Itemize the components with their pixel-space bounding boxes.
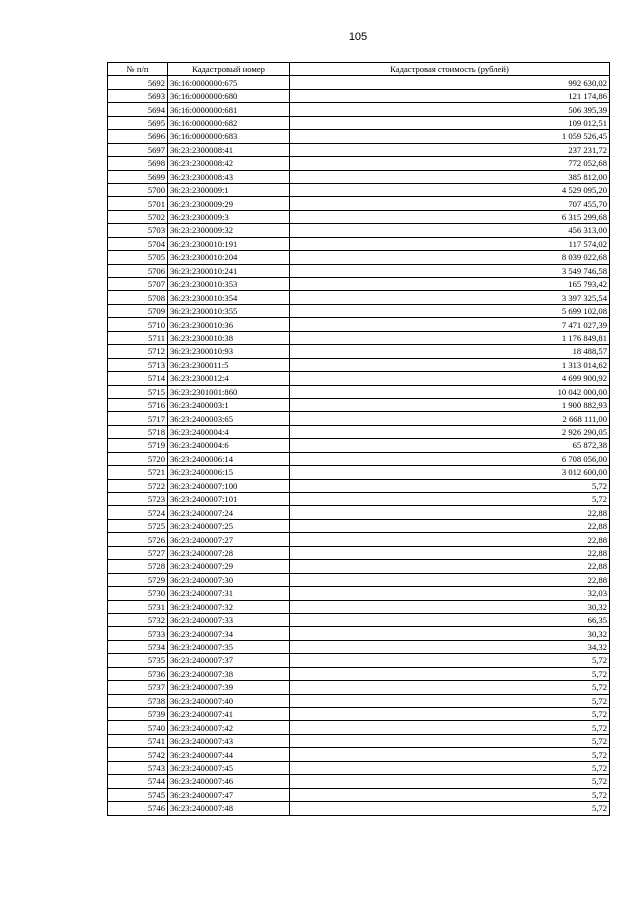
- cadastral-value-cell: 117 574,02: [290, 237, 610, 250]
- header-row-number: № п/п: [108, 63, 168, 76]
- cadastral-number-cell: 36:23:2400007:29: [168, 560, 290, 573]
- table-row: [108, 291, 610, 304]
- row-number-cell: 5704: [108, 237, 168, 250]
- table-row: [108, 640, 610, 653]
- cadastral-value-cell: 237 231,72: [290, 143, 610, 156]
- table-row: [108, 546, 610, 559]
- cadastral-number-cell: 36:16:0000000:682: [168, 116, 290, 129]
- table-row: [108, 385, 610, 398]
- cadastral-number-cell: 36:23:2300012:4: [168, 372, 290, 385]
- cadastral-number-cell: 36:23:2300008:42: [168, 157, 290, 170]
- row-number-cell: 5701: [108, 197, 168, 210]
- cadastral-value-cell: 22,88: [290, 506, 610, 519]
- cadastral-number-cell: 36:23:2400007:33: [168, 613, 290, 626]
- cadastral-value-cell: 4 699 900,92: [290, 372, 610, 385]
- row-number-cell: 5746: [108, 802, 168, 815]
- cadastral-value-cell: 5,72: [290, 694, 610, 707]
- cadastral-value-cell: 1 059 526,45: [290, 130, 610, 143]
- table-row: [108, 183, 610, 196]
- cadastral-number-cell: 36:23:2400007:25: [168, 519, 290, 532]
- row-number-cell: 5743: [108, 761, 168, 774]
- cadastral-value-cell: 5,72: [290, 479, 610, 492]
- cadastral-value-cell: 165 793,42: [290, 278, 610, 291]
- row-number-cell: 5737: [108, 681, 168, 694]
- cadastral-value-cell: 6 315 299,68: [290, 210, 610, 223]
- cadastral-number-cell: 36:23:2400007:32: [168, 600, 290, 613]
- cadastral-value-cell: 66,35: [290, 613, 610, 626]
- cadastral-number-cell: 36:23:2300009:29: [168, 197, 290, 210]
- cadastral-number-cell: 36:23:2300010:204: [168, 251, 290, 264]
- cadastral-value-cell: 5 699 102,08: [290, 304, 610, 317]
- cadastral-number-cell: 36:23:2400007:28: [168, 546, 290, 559]
- row-number-cell: 5693: [108, 89, 168, 102]
- table-row: [108, 372, 610, 385]
- cadastral-number-cell: 36:23:2300009:1: [168, 183, 290, 196]
- table-row: [108, 224, 610, 237]
- table-row: [108, 654, 610, 667]
- cadastral-value-cell: 1 900 882,93: [290, 398, 610, 411]
- row-number-cell: 5728: [108, 560, 168, 573]
- cadastral-value-cell: 18 488,57: [290, 345, 610, 358]
- table-row: [108, 130, 610, 143]
- table-row: [108, 197, 610, 210]
- cadastral-value-cell: 2 668 111,00: [290, 412, 610, 425]
- cadastral-value-cell: 5,72: [290, 748, 610, 761]
- row-number-cell: 5709: [108, 304, 168, 317]
- row-number-cell: 5732: [108, 613, 168, 626]
- table-row: [108, 600, 610, 613]
- cadastral-value-cell: 1 176 849,81: [290, 331, 610, 344]
- row-number-cell: 5716: [108, 398, 168, 411]
- cadastral-value-cell: 3 549 746,58: [290, 264, 610, 277]
- cadastral-number-cell: 36:23:2400007:100: [168, 479, 290, 492]
- table-row: [108, 519, 610, 532]
- row-number-cell: 5734: [108, 640, 168, 653]
- cadastral-number-cell: 36:23:2300010:191: [168, 237, 290, 250]
- row-number-cell: 5735: [108, 654, 168, 667]
- cadastral-number-cell: 36:23:2400007:46: [168, 775, 290, 788]
- row-number-cell: 5719: [108, 439, 168, 452]
- cadastral-value-cell: 6 708 056,00: [290, 452, 610, 465]
- table-row: [108, 304, 610, 317]
- cadastral-number-cell: 36:23:2400004:6: [168, 439, 290, 452]
- cadastral-value-cell: 22,88: [290, 519, 610, 532]
- cadastral-number-cell: 36:23:2400007:34: [168, 627, 290, 640]
- table-row: [108, 439, 610, 452]
- cadastral-value-cell: 506 395,39: [290, 103, 610, 116]
- table-row: [108, 170, 610, 183]
- cadastral-number-cell: 36:23:2400006:15: [168, 466, 290, 479]
- cadastral-value-cell: 772 052,68: [290, 157, 610, 170]
- cadastral-value-cell: 5,72: [290, 761, 610, 774]
- table-header: [108, 63, 610, 76]
- cadastral-value-cell: 2 926 290,05: [290, 425, 610, 438]
- row-number-cell: 5736: [108, 667, 168, 680]
- cadastral-value-cell: 1 313 014,62: [290, 358, 610, 371]
- row-number-cell: 5731: [108, 600, 168, 613]
- table-row: [108, 425, 610, 438]
- cadastral-number-cell: 36:23:2300010:38: [168, 331, 290, 344]
- cadastral-value-cell: 30,32: [290, 627, 610, 640]
- table-row: [108, 210, 610, 223]
- table-row: [108, 398, 610, 411]
- cadastral-number-cell: 36:16:0000000:683: [168, 130, 290, 143]
- row-number-cell: 5711: [108, 331, 168, 344]
- row-number-cell: 5694: [108, 103, 168, 116]
- cadastral-value-cell: 3 397 325,54: [290, 291, 610, 304]
- cadastral-number-cell: 36:23:2400007:39: [168, 681, 290, 694]
- cadastral-value-cell: 5,72: [290, 708, 610, 721]
- table-row: [108, 358, 610, 371]
- table-row: [108, 533, 610, 546]
- table-row: [108, 345, 610, 358]
- table-row: [108, 479, 610, 492]
- table-row: [108, 573, 610, 586]
- cadastral-value-cell: 5,72: [290, 734, 610, 747]
- cadastral-value-cell: 385 812,00: [290, 170, 610, 183]
- cadastral-value-cell: 3 012 600,00: [290, 466, 610, 479]
- cadastral-number-cell: 36:23:2300008:43: [168, 170, 290, 183]
- row-number-cell: 5700: [108, 183, 168, 196]
- table-row: [108, 412, 610, 425]
- row-number-cell: 5741: [108, 734, 168, 747]
- table-row: [108, 251, 610, 264]
- cadastral-number-cell: 36:23:2300010:93: [168, 345, 290, 358]
- cadastral-value-cell: 8 039 022,68: [290, 251, 610, 264]
- cadastral-number-cell: 36:23:2400003:1: [168, 398, 290, 411]
- cadastral-number-cell: 36:23:2400007:40: [168, 694, 290, 707]
- cadastral-value-table: [107, 62, 610, 816]
- table-row: [108, 627, 610, 640]
- row-number-cell: 5713: [108, 358, 168, 371]
- row-number-cell: 5745: [108, 788, 168, 801]
- cadastral-value-cell: 22,88: [290, 546, 610, 559]
- row-number-cell: 5702: [108, 210, 168, 223]
- table-row: [108, 560, 610, 573]
- cadastral-number-cell: 36:23:2300010:355: [168, 304, 290, 317]
- cadastral-number-cell: 36:23:2300010:36: [168, 318, 290, 331]
- table-row: [108, 775, 610, 788]
- table-row: [108, 748, 610, 761]
- table-row: [108, 506, 610, 519]
- table-row: [108, 89, 610, 102]
- cadastral-value-cell: 10 042 000,00: [290, 385, 610, 398]
- cadastral-value-cell: 32,03: [290, 587, 610, 600]
- cadastral-number-cell: 36:23:2400004:4: [168, 425, 290, 438]
- cadastral-number-cell: 36:23:2301001:860: [168, 385, 290, 398]
- cadastral-number-cell: 36:23:2400007:42: [168, 721, 290, 734]
- table-row: [108, 761, 610, 774]
- row-number-cell: 5712: [108, 345, 168, 358]
- header-row: [108, 63, 610, 76]
- cadastral-value-cell: 5,72: [290, 802, 610, 815]
- table-row: [108, 802, 610, 815]
- cadastral-number-cell: 36:23:2400007:41: [168, 708, 290, 721]
- row-number-cell: 5715: [108, 385, 168, 398]
- header-cadastral-value: Кадастровая стоимость (рублей): [290, 63, 610, 76]
- row-number-cell: 5718: [108, 425, 168, 438]
- cadastral-value-cell: 5,72: [290, 721, 610, 734]
- table-row: [108, 76, 610, 89]
- row-number-cell: 5723: [108, 493, 168, 506]
- table-row: [108, 708, 610, 721]
- row-number-cell: 5742: [108, 748, 168, 761]
- cadastral-value-cell: 109 012,51: [290, 116, 610, 129]
- cadastral-number-cell: 36:23:2300010:241: [168, 264, 290, 277]
- cadastral-number-cell: 36:23:2400007:44: [168, 748, 290, 761]
- cadastral-value-cell: 22,88: [290, 573, 610, 586]
- row-number-cell: 5697: [108, 143, 168, 156]
- cadastral-number-cell: 36:16:0000000:680: [168, 89, 290, 102]
- page-number: 105: [348, 31, 368, 43]
- row-number-cell: 5727: [108, 546, 168, 559]
- table-row: [108, 694, 610, 707]
- table-row: [108, 681, 610, 694]
- row-number-cell: 5695: [108, 116, 168, 129]
- row-number-cell: 5699: [108, 170, 168, 183]
- cadastral-number-cell: 36:23:2300010:354: [168, 291, 290, 304]
- cadastral-value-cell: 707 455,70: [290, 197, 610, 210]
- row-number-cell: 5705: [108, 251, 168, 264]
- table-row: [108, 667, 610, 680]
- row-number-cell: 5698: [108, 157, 168, 170]
- cadastral-number-cell: 36:23:2400007:31: [168, 587, 290, 600]
- cadastral-value-cell: 4 529 095,20: [290, 183, 610, 196]
- row-number-cell: 5725: [108, 519, 168, 532]
- table-row: [108, 721, 610, 734]
- cadastral-number-cell: 36:23:2300008:41: [168, 143, 290, 156]
- cadastral-number-cell: 36:23:2400007:24: [168, 506, 290, 519]
- table-row: [108, 493, 610, 506]
- cadastral-number-cell: 36:23:2400007:30: [168, 573, 290, 586]
- row-number-cell: 5729: [108, 573, 168, 586]
- row-number-cell: 5744: [108, 775, 168, 788]
- cadastral-number-cell: 36:23:2400007:38: [168, 667, 290, 680]
- row-number-cell: 5707: [108, 278, 168, 291]
- table-row: [108, 278, 610, 291]
- row-number-cell: 5722: [108, 479, 168, 492]
- cadastral-value-cell: 5,72: [290, 775, 610, 788]
- cadastral-value-cell: 34,32: [290, 640, 610, 653]
- row-number-cell: 5739: [108, 708, 168, 721]
- header-cadastral-number: Кадастровый номер: [168, 63, 290, 76]
- cadastral-number-cell: 36:23:2400007:43: [168, 734, 290, 747]
- row-number-cell: 5710: [108, 318, 168, 331]
- cadastral-number-cell: 36:23:2400007:37: [168, 654, 290, 667]
- cadastral-value-cell: 456 313,00: [290, 224, 610, 237]
- table-row: [108, 103, 610, 116]
- row-number-cell: 5714: [108, 372, 168, 385]
- table-row: [108, 143, 610, 156]
- table-row: [108, 264, 610, 277]
- cadastral-value-cell: 7 471 027,39: [290, 318, 610, 331]
- cadastral-number-cell: 36:23:2400003:65: [168, 412, 290, 425]
- row-number-cell: 5724: [108, 506, 168, 519]
- row-number-cell: 5692: [108, 76, 168, 89]
- table-row: [108, 157, 610, 170]
- table-body: [108, 76, 610, 815]
- cadastral-number-cell: 36:23:2400007:35: [168, 640, 290, 653]
- cadastral-number-cell: 36:16:0000000:681: [168, 103, 290, 116]
- row-number-cell: 5696: [108, 130, 168, 143]
- row-number-cell: 5703: [108, 224, 168, 237]
- cadastral-number-cell: 36:16:0000000:675: [168, 76, 290, 89]
- table-row: [108, 452, 610, 465]
- cadastral-number-cell: 36:23:2300009:32: [168, 224, 290, 237]
- cadastral-number-cell: 36:23:2400007:27: [168, 533, 290, 546]
- cadastral-value-cell: 5,72: [290, 681, 610, 694]
- cadastral-number-cell: 36:23:2400007:45: [168, 761, 290, 774]
- row-number-cell: 5706: [108, 264, 168, 277]
- row-number-cell: 5738: [108, 694, 168, 707]
- cadastral-number-cell: 36:23:2400007:101: [168, 493, 290, 506]
- cadastral-value-cell: 30,32: [290, 600, 610, 613]
- row-number-cell: 5717: [108, 412, 168, 425]
- row-number-cell: 5740: [108, 721, 168, 734]
- row-number-cell: 5730: [108, 587, 168, 600]
- table-row: [108, 318, 610, 331]
- cadastral-number-cell: 36:23:2400006:14: [168, 452, 290, 465]
- cadastral-number-cell: 36:23:2400007:48: [168, 802, 290, 815]
- row-number-cell: 5708: [108, 291, 168, 304]
- cadastral-value-cell: 121 174,86: [290, 89, 610, 102]
- cadastral-number-cell: 36:23:2300011:5: [168, 358, 290, 371]
- cadastral-number-cell: 36:23:2300010:353: [168, 278, 290, 291]
- table-row: [108, 587, 610, 600]
- cadastral-value-cell: 65 872,38: [290, 439, 610, 452]
- cadastral-number-cell: 36:23:2300009:3: [168, 210, 290, 223]
- row-number-cell: 5733: [108, 627, 168, 640]
- table-row: [108, 116, 610, 129]
- cadastral-number-cell: 36:23:2400007:47: [168, 788, 290, 801]
- row-number-cell: 5721: [108, 466, 168, 479]
- cadastral-value-cell: 992 630,02: [290, 76, 610, 89]
- cadastral-value-cell: 5,72: [290, 493, 610, 506]
- cadastral-value-cell: 5,72: [290, 654, 610, 667]
- table-row: [108, 466, 610, 479]
- table-row: [108, 613, 610, 626]
- table-row: [108, 734, 610, 747]
- row-number-cell: 5720: [108, 452, 168, 465]
- cadastral-value-cell: 22,88: [290, 560, 610, 573]
- cadastral-value-cell: 5,72: [290, 788, 610, 801]
- cadastral-value-cell: 5,72: [290, 667, 610, 680]
- table-row: [108, 331, 610, 344]
- table-row: [108, 237, 610, 250]
- cadastral-value-cell: 22,88: [290, 533, 610, 546]
- row-number-cell: 5726: [108, 533, 168, 546]
- table-row: [108, 788, 610, 801]
